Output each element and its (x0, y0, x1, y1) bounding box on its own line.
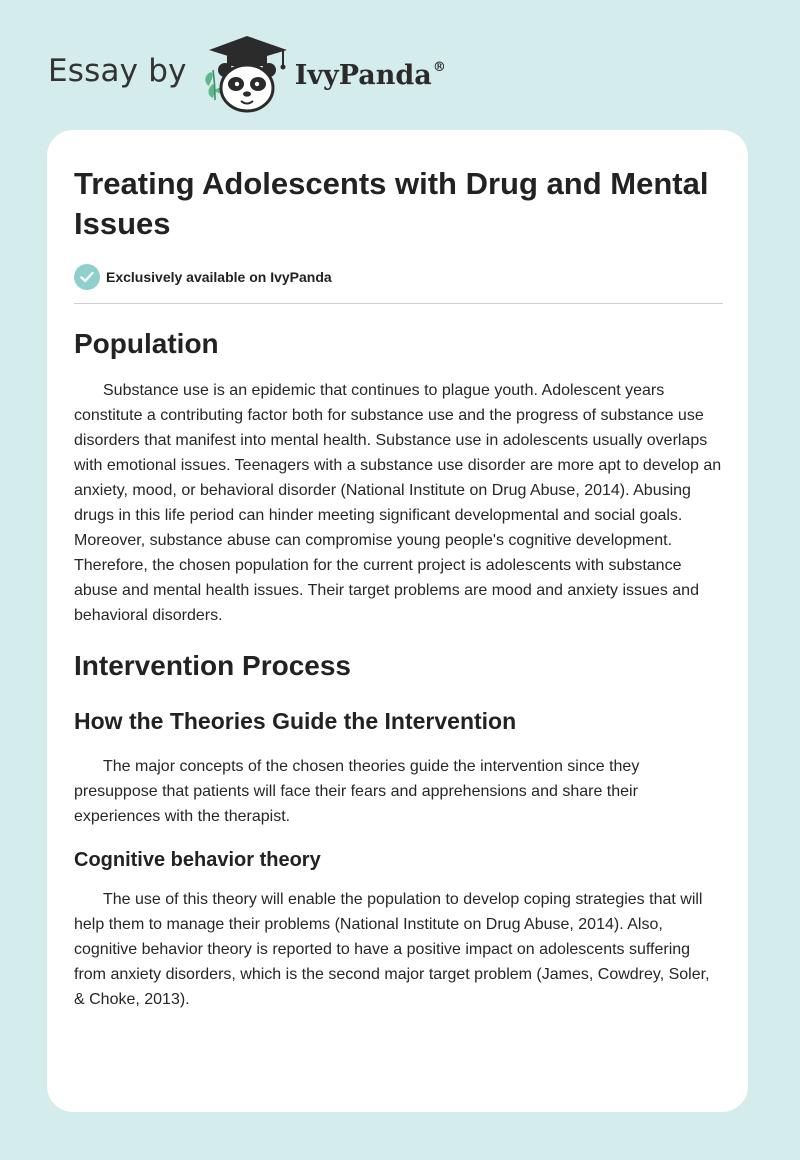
panda-logo-icon[interactable] (201, 34, 293, 114)
exclusive-badge (74, 264, 722, 290)
brand-text: IvyPanda (294, 59, 432, 91)
site-header (48, 34, 446, 114)
page-title: Treating Adolescents with Drug and Mental Issues (74, 166, 709, 241)
title-divider (74, 303, 723, 304)
paragraph-cognitive-behavior: The use of this theory will enable the population to develop coping strategies that will help them to manage their problems (National Institute on Drug Abuse, 2014). Also, cognitive behavior theory is reported to have a positive impact on adolescents suffering from anxiety disorders, which is the second major target problem (James, Cowdrey, Soler, & Choke, 2013). (74, 891, 710, 1008)
exclusive-label: Exclusively available on IvyPanda (106, 269, 332, 285)
checkmark-icon (74, 264, 100, 290)
panda-face-icon (218, 63, 276, 111)
paragraph-theories: The major concepts of the chosen theories guide the intervention since they presuppose that patients will face their fears and apprehensions and share their experiences with the therapist. (74, 758, 640, 825)
essay-by-label: Essay by (48, 53, 187, 89)
subheading-theories: How the Theories Guide the Intervention (74, 708, 517, 734)
section-heading-population: Population (74, 328, 219, 359)
article-card (47, 130, 748, 1112)
article-content (74, 164, 722, 1012)
section-heading-intervention: Intervention Process (74, 650, 351, 681)
paragraph-population: Substance use is an epidemic that continues to plague youth. Adolescent years constitute a contributing factor both for substance use and the progress of substance use disorders that manifest into mental health. Substance use in adolescents usually overlaps with emotional issues. Teenagers with a substance use disorder are more apt to develop an anxiety, mood, or behavioral disorder (National Institute on Drug Abuse, 2014). Abusing drugs in this life period can hinder meeting significant developmental and social goals. Moreover, substance abuse can compromise young people's cognitive development. Therefore, the chosen population for the current project is adolescents with substance abuse and mental health issues. Their target problems are mood and anxiety issues and behavioral disorders. (74, 382, 722, 624)
subheading-cognitive-behavior: Cognitive behavior theory (74, 849, 321, 871)
brand-name[interactable] (295, 60, 446, 91)
registered-mark: ® (432, 59, 446, 75)
